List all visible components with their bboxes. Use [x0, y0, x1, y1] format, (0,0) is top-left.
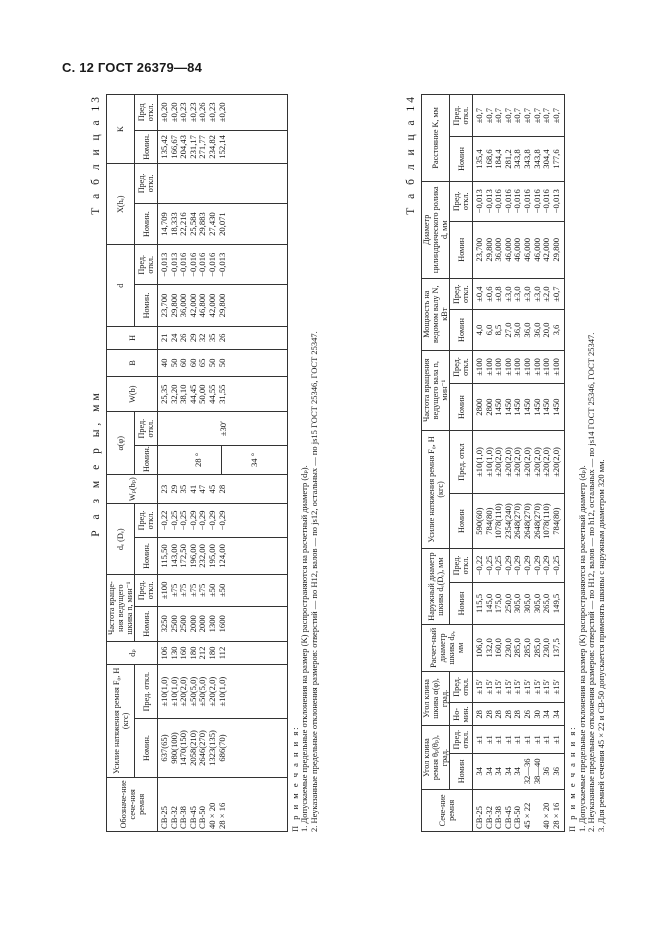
t13-h-de-tol: Пред. откл. [135, 504, 158, 537]
t13-alpha-nom-b: 34 ° [248, 452, 259, 468]
t14-h-freq: Частота вращения ведущего вала n, мин⁻¹ [422, 350, 450, 430]
t13-h-alpha-tol: Пред. откл. [135, 412, 158, 445]
t14-h-dist-k: Расстояние K, мм [422, 95, 450, 182]
t14-col-freq-nom: 2800 2800 1450 1450 1450 1450 1450 1450 1450 [473, 384, 565, 430]
t13-col-k-nom: 135,42 166,67 204,43 231,17 271,77 234,82 152,14 [158, 130, 288, 163]
table-13-number: Т а б л и ц а 13 [90, 94, 102, 215]
page-header: С. 12 ГОСТ 26379—84 [62, 60, 203, 75]
t14-note-1: 1. Допускаемые предельные отклонения на размер (K) распространяются на расчетный диаметр (dₚ). [576, 465, 587, 832]
table-14-block [405, 94, 606, 832]
t14-col-outer-tol: −0,22 −0,25 −0,25 −0,29 −0,29 −0,29 −0,29 −0,29 −0,25 [473, 549, 565, 583]
t14-notes-title: П р и м е ч а н и я: [567, 725, 578, 832]
t14-col-wb-nom: 34 34 34 34 34 32—36 38—40 36 36 [473, 753, 565, 789]
t14-h-power: Мощность на ведомом валу N, кВт [422, 278, 450, 350]
t14-h-wp-tol: Пред. откл. [450, 671, 473, 703]
t13-h-x-tol: Пред. откл. [135, 164, 158, 204]
t13-h-freq: Частота враще-ния ведущего шкива n, мин⁻¹ [107, 575, 135, 642]
t13-col-d-nom: 23,700 29,800 36,000 42,000 46,800 42,000 29,800 [158, 285, 288, 327]
t14-col-wp-tol: ±15′ ±15′ ±15′ ±15′ ±15′ ±15′ ±15′ ±15′ ±15′ [473, 671, 565, 703]
t13-col-tension-nom: 637(65) 980(100) 1470(150) 2058(210) 2646(270) 1323(135) 686(70) [158, 719, 288, 777]
t13-h-d-tol: Пред. откл. [135, 245, 158, 285]
t14-col-calc-dp: 106,0 132,0 160,0 230,0 285,0 285,0 285,0 230,0 137,5 [473, 625, 565, 671]
t13-notes-title: П р и м е ч а н и я: [289, 725, 300, 832]
t13-h-de-nom: Номин. [135, 537, 158, 575]
table-13-notes [291, 94, 320, 832]
t14-h-roller: Диаметр цилиндрического ролика d, мм [422, 181, 450, 278]
t14-h-k-tol: Пред. откл. [450, 95, 473, 137]
t13-h-h: H [107, 326, 158, 349]
t13-note-2: 2. Неуказанные предельные отклонения размеров: отверстий — по H12, валов — по js12, остальных — по js15 ГОСТ 25346, ГОСТ 25347. [308, 331, 319, 832]
t14-col-outer-nom: 115,5 145,0 175,0 250,0 305,0 305,0 305,0 265,0 149,5 [473, 582, 565, 624]
t14-col-power-nom: 4,0 6,0 8,5 27,0 36,0 36,0 36,0 20,0 3,6 [473, 310, 565, 350]
t14-col-roller-nom: 23,700 29,800 36,000 46,000 46,000 46,000 46,000 42,000 29,800 [473, 221, 565, 278]
t13-col-designation: СВ-25 СВ-32 СВ-38 СВ-45 СВ-50 40 × 20 28 × 16 [158, 777, 288, 831]
t14-h-roller-nom: Номин [450, 221, 473, 278]
t13-h-x-nom: Номин. [135, 203, 158, 245]
t13-h-k-nom: Номин. [135, 130, 158, 163]
t14-col-k-nom: 135,4 168,6 184,4 281,2 343,8 343,8 343,8 304,4 177,6 [473, 137, 565, 181]
t14-h-outer: Наружный диаметр шкива dₑ(Dₑ), мм [422, 549, 450, 625]
t13-h-alpha-nom: Номин. [135, 445, 158, 474]
t13-col-alpha-tol: ±30′ [158, 412, 288, 445]
t14-col-roller-tol: −0,013 −0,013 −0,016 −0,016 −0,016 −0,016 −0,016 −0,016 −0,013 [473, 181, 565, 221]
t13-h-de: dₑ (Dₑ) [107, 504, 135, 575]
table-13 [106, 94, 288, 832]
t14-h-calc-dp: Расчет-ный диаметр шкива dₚ, мм [422, 625, 473, 671]
t14-col-tension-tol: ±10(1,0) ±10(1,0) ±20(2,0) ±20(2,0) ±20(2,0) ±20(2,0) ±20(2,0) ±20(2,0) ±20(2,0) [473, 430, 565, 493]
table-14 [421, 94, 565, 832]
t14-h-tension: Усилие натяжения ремня F₀, Н (кгс) [422, 430, 450, 548]
t14-col-k-tol: ±0,7 ±0,7 ±0,7 ±0,7 ±0,7 ±0,7 ±0,7 ±0,7 ±0,7 [473, 95, 565, 137]
t14-h-outer-tol: Пред. откл. [450, 549, 473, 583]
t14-h-wedge-belt: Угол клина ремня θₚ(θₚ), град. [422, 726, 450, 789]
t14-h-freq-tol: Пред. откл. [450, 350, 473, 384]
t13-alpha-nom-a: 28 ° [177, 446, 222, 474]
t14-note-2: 2. Неуказанные предельные отклонения размеров: отверстий — по H12, валов — по h12, остальных — по js14 ГОСТ 25346, ГОСТ 25347. [586, 332, 597, 832]
t14-h-tension-nom: Номин [450, 494, 473, 549]
table-14-notes [568, 94, 606, 832]
t13-col-k-tol: ±0,20 ±0,20 ±0,23 ±0,23 ±0,26 ±0,23 ±0,20 [158, 95, 288, 131]
table-13-block [90, 94, 319, 832]
t13-h-k-tol: Пред откл. [135, 95, 158, 131]
t14-col-tension-nom: 590(60) 784(80) 1078(110) 2354(240) 2648(270) 2648(270) 2648(270) 1078(110) 784(80) [473, 494, 565, 549]
t13-col-h: 21 24 26 29 32 35 26 [158, 326, 288, 349]
t13-col-alpha-nom [158, 445, 288, 474]
t14-h-k-nom: Номин [450, 137, 473, 181]
t14-h-tension-tol: Пред. откл [450, 430, 473, 493]
t13-h-b: B [107, 349, 158, 376]
t13-col-de-tol: −0,22 −0,25 −0,25 −0,29 −0,29 −0,29 −0,29 [158, 504, 288, 537]
t14-h-freq-nom: Номин [450, 384, 473, 430]
t13-h-d-nom: Номин. [135, 285, 158, 327]
t13-h-tension: Усилие натяжения ремня F₀, Н (кгс) [107, 664, 135, 777]
t14-h-wb-nom: Номин [450, 753, 473, 789]
t14-h-roller-tol: Пред. откл. [450, 181, 473, 221]
t13-col-dp: 106 130 160 180 212 180 112 [158, 642, 288, 665]
t14-h-wb-tol: Пред. откл. [450, 726, 473, 753]
t13-col-wd: 23 29 35 41 47 45 28 [158, 475, 288, 504]
t13-col-de-nom: 115,50 143,00 172,50 196,00 232,00 195,00 124,00 [158, 537, 288, 575]
t14-h-designation: Сече-ние ремня [422, 789, 473, 831]
t13-note-1: 1. Допускаемые предельные отклонения на размер (K) распространяются на расчетный диаметр (dₚ). [299, 465, 310, 832]
t13-h-k: K [107, 95, 135, 164]
t13-col-freq-tol: ±100 ±75 ±75 ±75 ±75 ±50 ±50 [158, 575, 288, 606]
t13-h-w: W(b) [107, 376, 158, 411]
table-13-caption [90, 94, 106, 832]
table-14-number: Т а б л и ц а 14 [405, 94, 417, 215]
t13-h-designation: Обозначе-ние сече-ния ремня [107, 777, 158, 831]
t13-col-x-nom: 14,709 18,333 22,216 25,584 29,883 27,430 20,071 [158, 203, 288, 245]
t13-h-tension-tol: Пред. откл. [135, 664, 158, 718]
t13-col-d-tol: −0,013 −0,013 −0,016 −0,016 −0,016 −0,016 −0,013 [158, 245, 288, 285]
t13-h-freq-tol: Пред. откл. [135, 575, 158, 606]
t14-col-designation: СВ-25 СВ-32 СВ-38 СВ-45 СВ-50 45 × 22 40 × 20 28 × 16 [473, 789, 565, 831]
t13-col-b: 40 50 60 60 65 50 50 [158, 349, 288, 376]
t14-h-wp-nom: Но-мин. [450, 703, 473, 726]
t13-h-dp: dₚ [107, 642, 158, 665]
t13-col-w: 25,35 32,20 38,10 44,45 50,00 44,55 31,55 [158, 376, 288, 411]
t13-h-wd: Wₚ(bₚ) [107, 475, 158, 504]
t13-col-freq-nom: 3250 2500 2500 2000 2000 1300 1600 [158, 606, 288, 641]
t14-col-power-tol: ±0,4 ±0,6 ±0,8 ±3,0 ±3,0 ±3,0 ±3,0 ±2,0 ±0,7 [473, 278, 565, 310]
t13-h-x: X(hₑ) [107, 164, 135, 245]
t14-note-3: 3. Для ремней сечения 45 × 22 и СВ-50 допускается применять шкивы с наружным диаметром 320 мм. [595, 459, 606, 832]
t14-col-wp-nom: 28 28 28 28 28 26 30 34 34 [473, 703, 565, 726]
t13-col-tension-tol: ±10(1,0) ±10(1,0) ±20(2,0) ±50(5,0) ±50(5,0) ±20(2,0) ±10(1,0) [158, 664, 288, 718]
t14-h-power-nom: Номин [450, 310, 473, 350]
t14-col-freq-tol: ±100 ±100 ±100 ±100 ±100 ±100 ±100 ±100 ±100 [473, 350, 565, 384]
t13-col-x-tol [158, 164, 288, 204]
table-13-units: Р а з м е р ы, мм [90, 389, 102, 537]
t13-h-alpha: α(φ) [107, 412, 135, 475]
t14-h-wedge-pulley: Угол клина шкива α(φ), град. [422, 671, 450, 726]
t14-col-wb-tol: ±1 ±1 ±1 ±1 ±1 ±1 ±1 ±1 ±1 [473, 726, 565, 753]
t13-h-tension-nom: Номин. [135, 719, 158, 777]
t14-h-outer-nom: Номин [450, 582, 473, 624]
t13-h-freq-nom: Номин. [135, 606, 158, 641]
t13-h-d: d [107, 245, 135, 326]
table-14-caption [405, 94, 421, 832]
t14-h-power-tol: Пред. откл. [450, 278, 473, 310]
